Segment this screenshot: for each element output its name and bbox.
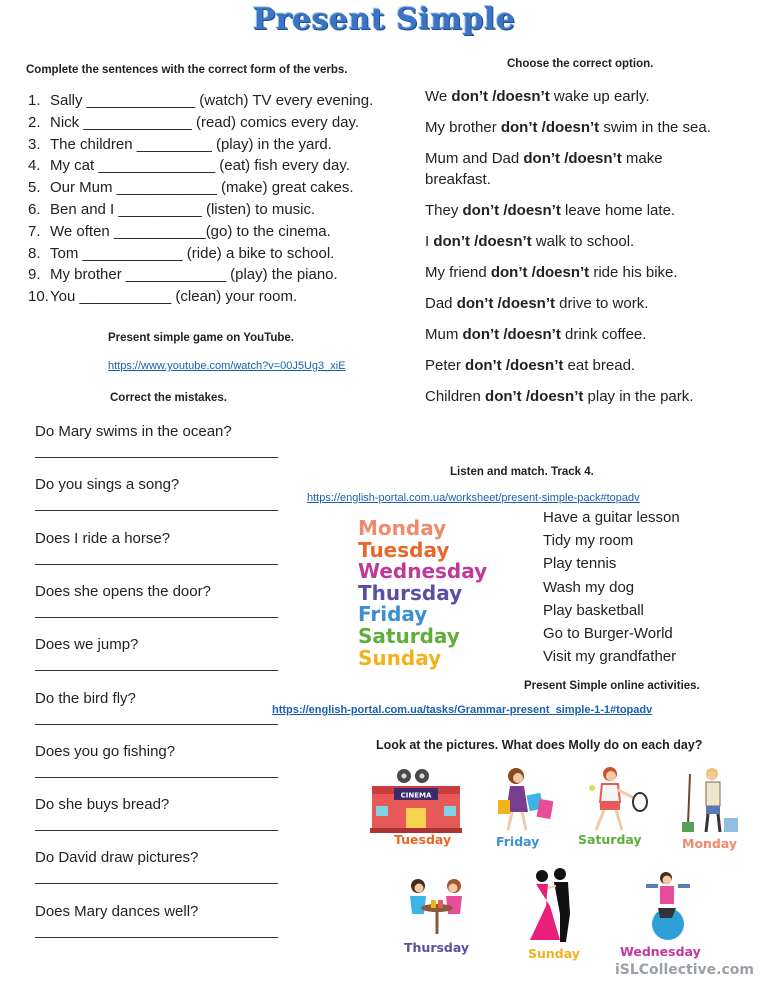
pic-label-thursday: Thursday [404, 940, 470, 955]
question-text: Does Mary dances well? [35, 902, 199, 920]
sentence-number: 4. [28, 157, 41, 175]
day-word: Thursday [358, 580, 463, 605]
answer-line[interactable] [35, 724, 278, 725]
question-text: Do you sings a song? [35, 476, 180, 494]
activity-item: Play basketball [543, 601, 644, 619]
sentence-text: Tom ____________ (ride) a bike to school. [50, 244, 335, 262]
choice-item [425, 326, 646, 343]
day-word: Sunday [358, 645, 442, 670]
sentence-text: You ___________ (clean) your room. [50, 288, 298, 306]
section-heading-complete: Complete the sentences with the correct form of the verbs. [26, 64, 348, 76]
question-text: Does she opens the door? [35, 582, 211, 600]
sentence-text: My cat ______________ (eat) fish every day. [50, 157, 350, 175]
section-heading-pictures: Look at the pictures. What does Molly do on each day? [376, 738, 703, 752]
activity-item: Go to Burger-World [543, 625, 673, 642]
sentence-text: Nick _____________ (read) comics every day. [50, 113, 360, 131]
sentence-item [28, 221, 373, 243]
sentence-text: Our Mum ____________ (make) great cakes. [50, 179, 354, 197]
sentence-item [28, 243, 373, 265]
sentence-text: The children _________ (play) in the yard. [50, 135, 332, 153]
choice-rest: swim in the sea. [599, 119, 711, 136]
choice-subject: My brother [425, 119, 501, 136]
question-text: Do David draw pictures? [35, 849, 199, 867]
choice-item [425, 233, 634, 250]
sentence-number: 9. [28, 266, 41, 284]
worksheet-link[interactable]: https://english-portal.com.ua/worksheet/present-simple-pack#topadv [307, 492, 640, 504]
answer-line[interactable] [35, 510, 278, 511]
choice-item [425, 264, 678, 281]
cinema-picture [370, 768, 462, 834]
activity-item: Wash my dog [543, 578, 635, 596]
choice-subject: My friend [425, 264, 491, 281]
sentence-text: Ben and I __________ (listen) to music. [50, 200, 316, 218]
dancing-picture [520, 866, 584, 946]
answer-line[interactable] [35, 883, 278, 884]
sentence-text: My brother ____________ (play) the piano. [50, 266, 338, 284]
sentence-number: 3. [28, 135, 41, 153]
answer-line[interactable] [35, 937, 278, 938]
choice-subject: Mum [425, 326, 463, 343]
choice-rest: drink coffee. [560, 326, 647, 343]
activity-item: Play tennis [543, 555, 617, 573]
choice-option[interactable]: don’t /doesn’t [456, 295, 556, 312]
answer-line[interactable] [35, 777, 278, 778]
choice-rest: ride his bike. [589, 264, 678, 281]
pic-label-saturday: Saturday [578, 832, 642, 847]
choice-continuation: breakfast. [425, 171, 491, 188]
choice-rest: play in the park. [583, 388, 694, 405]
choice-option[interactable]: don’t /doesn’t [490, 264, 590, 281]
day-word: Monday [358, 516, 447, 540]
pic-label-sunday: Sunday [528, 946, 580, 961]
choice-option[interactable]: don’t /doesn’t [465, 357, 564, 374]
sentence-item [28, 155, 373, 177]
choice-item [425, 88, 650, 105]
activity-item: Tidy my room [543, 532, 634, 550]
question-text: Do the bird fly? [35, 689, 136, 707]
sentence-text: We often ___________(go) to the cinema. [50, 222, 331, 240]
sentence-number: 7. [28, 222, 41, 240]
shopping-picture [490, 766, 560, 832]
choice-option[interactable]: don’t /doesn’t [451, 88, 550, 105]
choice-item [425, 119, 711, 136]
answer-line[interactable] [35, 457, 278, 458]
pic-label-monday: Monday [682, 836, 738, 851]
day-word: Friday [358, 602, 428, 627]
cleaning-picture [678, 764, 742, 834]
day-word: Tuesday [358, 537, 450, 562]
choice-item [425, 202, 675, 219]
choice-option[interactable]: don’t /doesn’t [433, 233, 532, 250]
sentence-number: 8. [28, 244, 41, 262]
sentence-item [28, 112, 373, 134]
cinema-sign: CINEMA [400, 791, 432, 800]
sentence-number: 5. [28, 179, 41, 197]
choice-rest: eat bread. [563, 357, 636, 374]
fitness-picture [636, 868, 700, 942]
page-title: Present Simple [252, 2, 516, 37]
watermark: iSLCollective.com [614, 962, 754, 978]
choice-option[interactable]: don’t /doesn’t [462, 202, 561, 219]
choice-subject: Peter [425, 357, 466, 374]
section-heading-mistakes: Correct the mistakes. [110, 392, 227, 404]
sentence-list [28, 90, 373, 308]
sentence-item [28, 134, 373, 156]
choice-subject: I [425, 233, 434, 250]
choice-option[interactable]: don’t /doesn’t [500, 119, 600, 136]
activity-item: Visit my grandfather [543, 648, 677, 666]
online-activities-link[interactable]: https://english-portal.com.ua/tasks/Grammar-present_simple-1-1#topadv [272, 704, 653, 716]
choice-subject: Mum and Dad [425, 150, 524, 167]
tennis-picture [580, 764, 650, 834]
choice-subject: They [425, 202, 463, 219]
choice-option[interactable]: don’t /doesn’t [523, 150, 622, 167]
youtube-link[interactable]: https://www.youtube.com/watch?v=00J5Ug3_xiE [108, 360, 346, 372]
question-text: Does I ride a horse? [35, 529, 171, 547]
sentence-number: 10. [28, 288, 49, 306]
sentence-number: 6. [28, 200, 41, 218]
choice-subject: Children [425, 388, 486, 405]
sentence-item [28, 264, 373, 286]
question-text: Do Mary swims in the ocean? [35, 423, 232, 440]
answer-line[interactable] [35, 617, 278, 618]
sentence-number: 1. [28, 92, 41, 109]
choice-rest: leave home late. [560, 202, 676, 219]
choice-option[interactable]: don’t /doesn’t [462, 326, 561, 343]
sentence-item [28, 199, 373, 221]
sentence-item [28, 177, 373, 199]
day-word: Saturday [358, 623, 460, 648]
question-text: Do she buys bread? [35, 796, 170, 814]
day-word: Wednesday [358, 559, 488, 584]
choice-subject: We [425, 88, 452, 105]
pic-label-wednesday: Wednesday [620, 944, 701, 959]
choice-item [425, 357, 635, 374]
section-heading-choose: Choose the correct option. [507, 58, 654, 70]
answer-line[interactable] [35, 670, 278, 671]
question-text: Does we jump? [35, 636, 139, 654]
choice-item [425, 150, 663, 167]
choice-item [425, 388, 693, 405]
choice-rest: wake up early. [549, 88, 650, 105]
pic-label-friday: Friday [496, 834, 540, 849]
choice-item [425, 295, 648, 312]
sentence-item [28, 90, 373, 112]
choice-rest: walk to school. [531, 233, 635, 250]
answer-line[interactable] [35, 830, 278, 831]
days-list [358, 518, 487, 669]
choice-rest: make [621, 150, 663, 167]
sentence-text: Sally _____________ (watch) TV every evening. [50, 92, 374, 109]
question-text: Does you go fishing? [35, 742, 176, 760]
choice-option[interactable]: don’t /doesn’t [485, 388, 584, 405]
choice-rest: drive to work. [555, 295, 649, 312]
activity-item: Have a guitar lesson [543, 509, 680, 526]
section-heading-online: Present Simple online activities. [524, 680, 700, 692]
sentence-number: 2. [28, 113, 41, 131]
youtube-heading: Present simple game on YouTube. [108, 332, 294, 344]
answer-line[interactable] [35, 564, 278, 565]
sentence-item [28, 286, 373, 308]
section-heading-listen: Listen and match. Track 4. [450, 466, 594, 478]
choice-subject: Dad [425, 295, 457, 312]
pic-label-tuesday: Tuesday [394, 832, 452, 847]
cafe-picture [400, 872, 474, 938]
